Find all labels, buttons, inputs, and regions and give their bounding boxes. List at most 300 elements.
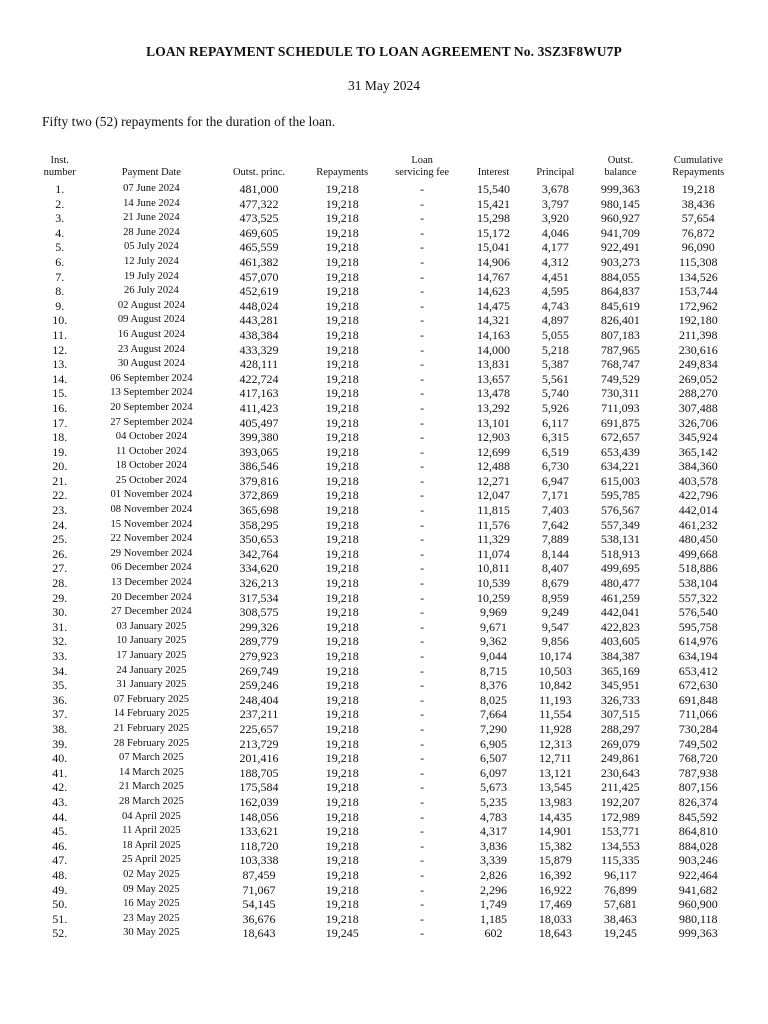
payment-date-cell: 09 May 2025 [123,883,180,895]
repayment-cell: 19,218 [325,619,359,634]
payment-date-cell: 27 September 2024 [110,416,193,428]
payment-date-cell: 07 March 2025 [119,752,184,764]
outst-princ-cell: 365,698 [239,503,279,518]
outst-princ-cell: 36,676 [242,911,276,926]
principal-cell: 4,595 [541,284,569,299]
payment-date-cell: 15 November 2024 [110,518,193,530]
payment-date-cell: 12 July 2024 [124,255,179,267]
payment-date-cell: 05 July 2024 [124,241,179,253]
principal-cell: 5,926 [541,400,569,415]
outst-princ-cell: 342,764 [239,546,279,561]
table-row [32,561,742,576]
servicing-fee-cell: - [420,298,425,313]
repayment-cell: 19,218 [325,721,359,736]
servicing-fee-cell: - [420,225,425,240]
cumulative-cell: 211,398 [678,327,718,342]
principal-cell: 10,174 [538,649,572,663]
servicing-fee-cell: - [420,663,425,678]
payment-date-cell: 19 July 2024 [124,270,179,282]
payment-date-cell: 20 December 2024 [111,591,192,603]
cumulative-cell: 403,578 [678,473,718,488]
outst-balance-cell: 307,515 [600,707,640,722]
outst-princ-cell: 213,729 [239,736,279,751]
servicing-fee-cell: - [420,488,425,503]
table-row [32,532,742,547]
payment-date-cell: 29 November 2024 [110,547,193,559]
interest-cell: 15,421 [477,196,511,211]
interest-cell: 3,836 [480,838,508,853]
servicing-fee-cell: - [420,269,425,284]
outst-princ-cell: 481,000 [239,182,279,196]
outst-balance-cell: 691,875 [600,415,640,430]
repayment-cell: 19,218 [325,488,359,503]
interest-cell: 8,025 [480,692,508,707]
servicing-fee-cell: - [420,576,425,591]
outst-princ-cell: 438,384 [239,327,279,342]
servicing-fee-cell: - [420,357,425,372]
table-row [32,313,742,328]
interest-cell: 1,185 [480,911,508,926]
principal-cell: 7,171 [541,488,569,503]
payment-date-cell: 10 January 2025 [116,635,187,647]
outst-princ-cell: 308,575 [239,605,279,620]
interest-cell: 9,362 [480,634,508,649]
payment-date-cell: 17 January 2025 [116,650,187,661]
outst-princ-cell: 465,559 [239,240,279,255]
repayment-cell: 19,218 [325,240,359,255]
repayment-cell: 19,218 [325,605,359,620]
outst-balance-cell: 576,567 [600,503,640,518]
repayment-cell: 19,218 [325,794,359,809]
principal-cell: 14,901 [538,824,572,839]
cumulative-cell: 442,014 [678,503,718,518]
table-row [32,255,742,270]
repayment-cell: 19,218 [325,590,359,605]
repayment-cell: 19,218 [325,196,359,211]
payment-date-cell: 06 September 2024 [110,372,193,384]
servicing-fee-cell: - [420,182,425,196]
outst-balance-cell: 845,619 [600,298,640,313]
cumulative-cell: 653,412 [678,663,718,678]
outst-princ-cell: 133,621 [239,824,279,839]
outst-balance-cell: 249,861 [600,751,640,766]
payment-date-cell: 14 June 2024 [123,197,180,209]
inst-number-cell: 31. [52,619,68,634]
outst-balance-cell: 442,041 [600,605,640,620]
principal-cell: 8,144 [541,546,569,561]
repayment-cell: 19,218 [325,254,359,269]
table-row [32,445,742,460]
outst-balance-cell: 787,965 [600,342,640,357]
cumulative-cell: 230,616 [678,342,718,357]
principal-cell: 5,740 [541,386,569,401]
outst-princ-cell: 237,211 [239,707,279,722]
inst-number-cell: 48. [52,867,68,882]
payment-date-cell: 23 May 2025 [123,912,180,924]
payment-date-cell: 16 May 2025 [123,898,180,910]
outst-balance-cell: 288,297 [600,721,640,736]
repayment-cell: 19,218 [325,342,359,357]
servicing-fee-cell: - [420,503,425,518]
servicing-fee-cell: - [420,400,425,415]
inst-number-cell: 38. [52,721,68,736]
principal-cell: 6,315 [541,430,569,445]
header-balance-line2: balance [604,167,637,178]
table-row [32,211,742,226]
outst-princ-cell: 393,065 [239,444,279,459]
principal-cell: 13,983 [538,794,572,809]
payment-date-cell: 20 September 2024 [110,401,193,413]
inst-number-cell: 20. [52,459,68,474]
inst-number-cell: 41. [52,765,68,780]
interest-cell: 2,826 [480,867,508,882]
principal-cell: 5,055 [541,327,569,342]
table-row [32,372,742,387]
document-date: 31 May 2024 [348,78,420,93]
cumulative-cell: 38,436 [681,196,715,211]
table-row [32,693,742,708]
outst-princ-cell: 477,322 [239,196,279,211]
interest-cell: 14,321 [477,313,511,328]
table-row [32,868,742,883]
interest-cell: 13,478 [477,386,511,401]
outst-balance-cell: 884,055 [600,269,640,284]
repayment-cell: 19,218 [325,809,359,824]
outst-princ-cell: 71,067 [242,882,276,897]
outst-princ-cell: 405,497 [239,415,279,430]
cumulative-cell: 76,872 [681,225,715,240]
payment-date-cell: 26 July 2024 [124,285,179,297]
servicing-fee-cell: - [420,240,425,255]
outst-princ-cell: 457,070 [239,269,279,284]
outst-balance-cell: 153,771 [600,824,640,839]
outst-princ-cell: 201,416 [239,751,279,766]
header-inst-line2: number [43,167,76,178]
inst-number-cell: 24. [52,517,68,532]
outst-princ-cell: 248,404 [239,692,279,707]
inst-number-cell: 30. [52,605,68,620]
cumulative-cell: 499,668 [678,546,718,561]
outst-princ-cell: 358,295 [239,517,279,532]
principal-cell: 12,711 [539,751,572,766]
outst-balance-cell: 999,363 [600,182,640,196]
outst-balance-cell: 672,657 [600,430,640,445]
principal-cell: 15,382 [538,838,572,853]
table-row [32,386,742,401]
repayment-cell: 19,218 [325,357,359,372]
interest-cell: 3,339 [480,853,508,868]
outst-balance-cell: 595,785 [600,488,640,503]
principal-cell: 3,920 [541,211,569,226]
header-fee-line1: Loan [411,155,433,166]
servicing-fee-cell: - [420,605,425,620]
table-row [32,197,742,212]
repayment-cell: 19,218 [325,838,359,853]
payment-date-cell: 25 October 2024 [115,474,187,486]
payment-date-cell: 25 April 2025 [121,854,181,866]
interest-cell: 4,317 [480,824,508,839]
outst-princ-cell: 326,213 [239,576,279,591]
inst-number-cell: 13. [52,357,68,372]
interest-cell: 11,329 [477,532,510,547]
outst-balance-cell: 326,733 [600,692,640,707]
table-row [32,780,742,795]
header-cumulative-repayments [655,155,742,182]
outst-balance-cell: 557,349 [600,517,640,532]
outst-balance-cell: 864,837 [600,284,640,299]
principal-cell: 7,642 [541,517,569,532]
outst-princ-cell: 448,024 [239,298,279,313]
inst-number-cell: 18. [52,430,68,445]
servicing-fee-cell: - [420,561,425,576]
principal-cell: 4,451 [541,269,569,284]
inst-number-cell: 16. [52,400,68,415]
interest-cell: 11,576 [477,517,510,532]
inst-number-cell: 27. [52,561,68,576]
interest-cell: 6,905 [480,736,508,751]
outst-balance-cell: 57,681 [603,897,637,912]
payment-date-cell: 07 February 2025 [113,693,190,705]
outst-princ-cell: 279,923 [239,649,279,663]
repayment-cell: 19,218 [325,707,359,722]
cumulative-cell: 19,218 [681,182,715,196]
cumulative-cell: 941,682 [678,882,718,897]
servicing-fee-cell: - [420,444,425,459]
payment-date-cell: 08 November 2024 [110,504,193,516]
outst-princ-cell: 317,534 [239,590,279,605]
table-row [32,416,742,431]
outst-princ-cell: 334,620 [239,561,279,576]
table-row [32,401,742,416]
inst-number-cell: 12. [52,342,68,357]
cumulative-cell: 864,810 [678,824,718,839]
repayment-cell: 19,218 [325,853,359,868]
outst-balance-cell: 634,221 [600,459,640,474]
servicing-fee-cell: - [420,342,425,357]
cumulative-cell: 307,488 [678,400,718,415]
inst-number-cell: 10. [52,313,68,328]
principal-cell: 6,117 [542,415,569,430]
header-cumulative-line2: Repayments [672,167,725,178]
servicing-fee-cell: - [420,254,425,269]
payment-date-cell: 14 February 2025 [113,708,190,720]
cumulative-cell: 711,066 [678,707,718,722]
principal-cell: 13,545 [538,780,572,795]
repayment-cell: 19,218 [325,225,359,240]
servicing-fee-cell: - [420,473,425,488]
inst-number-cell: 50. [52,897,68,912]
interest-cell: 12,047 [477,488,511,503]
table-row [32,766,742,781]
repayment-cell: 19,218 [325,576,359,591]
repayment-cell: 19,218 [325,561,359,576]
repayment-cell: 19,218 [325,751,359,766]
table-row [32,634,742,649]
interest-cell: 602 [484,926,503,941]
outst-princ-cell: 443,281 [239,313,279,328]
principal-cell: 16,392 [538,867,572,882]
outst-balance-cell: 499,695 [600,561,640,576]
interest-cell: 9,671 [480,619,508,634]
principal-cell: 11,928 [539,721,572,736]
payment-date-cell: 28 March 2025 [119,795,184,807]
cumulative-cell: 518,886 [678,561,718,576]
header-cumulative-line1: Cumulative [673,155,723,166]
inst-number-cell: 9. [55,298,65,313]
repayment-cell: 19,218 [325,663,359,678]
inst-number-cell: 44. [52,809,68,824]
servicing-fee-cell: - [420,211,425,226]
inst-number-cell: 3. [55,211,65,226]
table-row [32,839,742,854]
cumulative-cell: 384,360 [678,459,718,474]
table-row [32,707,742,722]
interest-cell: 10,539 [477,576,511,591]
repayment-cell: 19,245 [325,926,359,941]
principal-cell: 15,879 [538,853,572,868]
servicing-fee-cell: - [420,882,425,897]
table-row [32,488,742,503]
principal-cell: 10,503 [538,663,572,678]
payment-date-cell: 30 May 2025 [123,927,180,939]
principal-cell: 6,947 [541,473,569,488]
cumulative-cell: 96,090 [681,240,715,255]
cumulative-cell: 288,270 [678,386,718,401]
interest-cell: 8,715 [480,663,508,678]
table-row [32,328,742,343]
outst-balance-cell: 211,425 [601,780,640,795]
interest-cell: 2,296 [480,882,508,897]
outst-princ-cell: 422,724 [239,371,279,386]
cumulative-cell: 326,706 [678,415,718,430]
outst-princ-cell: 417,163 [239,386,279,401]
servicing-fee-cell: - [420,532,425,547]
outst-princ-cell: 118,720 [239,838,279,853]
outst-princ-cell: 103,338 [239,853,279,868]
cumulative-cell: 768,720 [678,751,718,766]
outst-princ-cell: 188,705 [239,765,279,780]
inst-number-cell: 4. [55,225,65,240]
table-row [32,722,742,737]
outst-princ-cell: 461,382 [239,254,279,269]
table-row [32,912,742,927]
header-outst-balance [586,155,654,182]
cumulative-cell: 691,848 [678,692,718,707]
table-body [32,182,742,941]
cumulative-cell: 57,654 [681,211,715,226]
outst-princ-cell: 299,326 [239,619,279,634]
outst-princ-cell: 386,546 [239,459,279,474]
servicing-fee-cell: - [420,619,425,634]
principal-cell: 5,561 [541,371,569,386]
header-inst-number [32,155,87,182]
outst-balance-cell: 76,899 [603,882,637,897]
outst-princ-cell: 350,653 [239,532,279,547]
header-outst-princ: Outst. princ. [232,167,286,178]
table-row [32,678,742,693]
principal-cell: 11,554 [539,707,572,722]
cumulative-cell: 115,308 [678,254,718,269]
payment-date-cell: 04 October 2024 [115,431,187,443]
servicing-fee-cell: - [420,736,425,751]
cumulative-cell: 153,744 [678,284,718,299]
repayment-cell: 19,218 [325,824,359,839]
cumulative-cell: 826,374 [678,794,718,809]
table-row [32,459,742,474]
inst-number-cell: 51. [52,911,68,926]
payment-date-cell: 02 August 2024 [117,299,185,311]
inst-number-cell: 37. [52,707,68,722]
principal-cell: 6,519 [541,444,569,459]
outst-balance-cell: 345,951 [600,678,640,693]
cumulative-cell: 980,118 [678,911,718,926]
inst-number-cell: 46. [52,838,68,853]
outst-balance-cell: 768,747 [600,357,640,372]
inst-number-cell: 29. [52,590,68,605]
servicing-fee-cell: - [420,313,425,328]
inst-number-cell: 33. [52,649,68,663]
payment-date-cell: 23 August 2024 [117,343,185,355]
interest-cell: 14,475 [477,298,511,313]
outst-princ-cell: 411,423 [239,400,279,415]
inst-number-cell: 2. [55,196,65,211]
repayment-cell: 19,218 [325,386,359,401]
interest-cell: 5,673 [480,780,508,795]
principal-cell: 7,403 [541,503,569,518]
inst-number-cell: 17. [52,415,68,430]
header-payment-date: Payment Date [121,167,181,178]
servicing-fee-cell: - [420,765,425,780]
inst-number-cell: 25. [52,532,68,547]
cumulative-cell: 903,246 [678,853,718,868]
servicing-fee-cell: - [420,430,425,445]
servicing-fee-cell: - [420,809,425,824]
table-row [32,182,742,197]
table-row [32,357,742,372]
interest-cell: 12,271 [477,473,511,488]
table-row [32,897,742,912]
repayment-cell: 19,218 [325,765,359,780]
table-row [32,810,742,825]
principal-cell: 3,797 [541,196,569,211]
outst-princ-cell: 372,869 [239,488,279,503]
header-servicing-fee [382,155,463,182]
repayment-cell: 19,218 [325,736,359,751]
principal-cell: 14,435 [538,809,572,824]
outst-princ-cell: 162,039 [239,794,279,809]
interest-cell: 14,767 [477,269,511,284]
payment-date-cell: 02 May 2025 [123,868,180,880]
cumulative-cell: 634,194 [678,649,718,663]
cumulative-cell: 538,104 [678,576,718,591]
cumulative-cell: 422,796 [678,488,718,503]
document-title: LOAN REPAYMENT SCHEDULE TO LOAN AGREEMENT No. 3SZ3F8WU7P [146,44,622,59]
servicing-fee-cell: - [420,867,425,882]
cumulative-cell: 365,142 [678,444,718,459]
outst-balance-cell: 384,387 [600,649,640,663]
repayment-cell: 19,218 [325,649,359,663]
table-row [32,795,742,810]
repayment-cell: 19,218 [325,634,359,649]
repayment-cell: 19,218 [325,897,359,912]
payment-date-cell: 06 December 2024 [111,562,192,574]
outst-princ-cell: 18,643 [242,926,276,941]
principal-cell: 10,842 [538,678,572,693]
repayment-cell: 19,218 [325,503,359,518]
cumulative-cell: 807,156 [678,780,718,795]
inst-number-cell: 19. [52,444,68,459]
outst-princ-cell: 54,145 [242,897,276,912]
